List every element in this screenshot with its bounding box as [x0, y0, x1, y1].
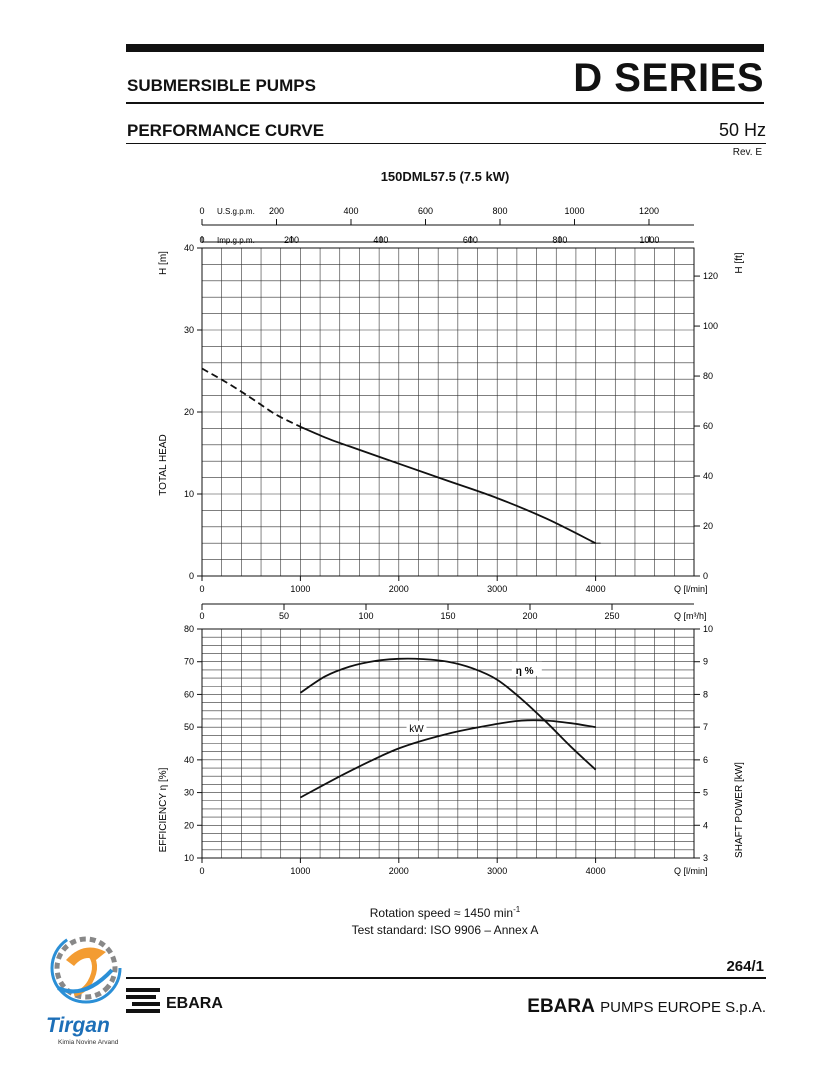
tick-label: 600: [417, 206, 434, 216]
tick-label: 400: [373, 235, 389, 245]
x-axis-label: Q [l/min]: [674, 866, 708, 876]
tick-label: 4000: [585, 584, 606, 594]
tick-label: 3000: [487, 866, 508, 876]
tick-label: 10: [703, 624, 714, 634]
category-title: SUBMERSIBLE PUMPS: [127, 76, 316, 95]
power-curve: [300, 720, 595, 797]
tick-label: 600: [462, 235, 478, 245]
tick-label: 50: [183, 722, 194, 733]
rotation-speed: [0, 905, 828, 920]
tick-label: 1000: [290, 866, 311, 876]
head-curve: [300, 427, 595, 543]
company-name: [527, 996, 766, 1018]
tick-label: 400: [343, 206, 359, 216]
tick-label: 120: [703, 271, 719, 282]
test-standard: Test standard: ISO 9906 – Annex A: [351, 923, 539, 937]
tick-label: 20: [183, 820, 194, 831]
frequency-label: 50 Hz: [718, 120, 766, 140]
tick-label: 2000: [388, 584, 409, 594]
ebara-logo: [126, 986, 236, 1023]
tick-label: 5: [703, 787, 709, 798]
rotation-sup: -1: [513, 905, 521, 914]
tick-label: 150: [440, 611, 456, 621]
tick-label: 0: [199, 866, 205, 876]
head-chart: [158, 206, 745, 594]
tick-label: 1000: [564, 206, 585, 216]
tick-label: 0: [199, 206, 205, 216]
tick-label: 800: [552, 235, 568, 245]
tick-label: 100: [358, 611, 374, 621]
tick-label: 20: [703, 521, 714, 532]
tick-label: 1200: [638, 206, 659, 216]
tirgan-sub: Kimia Novine Arvand: [58, 1039, 119, 1046]
tick-label: 80: [703, 371, 714, 382]
tirgan-logo: [44, 930, 134, 1055]
y-axis-label: EFFICIENCY η [%]: [158, 767, 169, 853]
power-curve-label: kW: [409, 723, 424, 735]
tick-label: 4: [703, 820, 709, 831]
tick-label: 3000: [487, 584, 508, 594]
tick-label: 40: [703, 471, 714, 482]
tick-label: 4000: [585, 866, 606, 876]
tick-label: 10: [183, 853, 194, 863]
axis-label: Q [m³/h]: [674, 611, 707, 621]
efficiency-curve-label: η %: [515, 665, 534, 677]
tick-label: 7: [703, 722, 709, 733]
section-title: PERFORMANCE CURVE: [127, 121, 325, 140]
tick-label: 40: [183, 243, 194, 253]
brand-rest: PUMPS EUROPE S.p.A.: [600, 999, 766, 1016]
tick-label: 6: [703, 754, 709, 765]
chart-title: 150DML57.5 (7.5 kW): [380, 169, 510, 184]
axis-label: Imp.g.p.m.: [217, 236, 255, 245]
tick-label: 200: [283, 235, 299, 245]
head-curve-dashed: [202, 369, 300, 427]
efficiency-power-chart: [158, 604, 745, 876]
tick-label: 1000: [639, 235, 660, 245]
tick-label: 1000: [290, 584, 311, 594]
tick-label: 0: [703, 571, 709, 581]
tick-label: 250: [604, 611, 620, 621]
tick-label: 10: [183, 489, 194, 499]
tick-label: 800: [492, 206, 508, 216]
tick-label: 9: [703, 656, 709, 667]
rotation-text: Rotation speed ≈ 1450 min: [369, 906, 514, 920]
x-axis-label: Q [l/min]: [674, 584, 708, 594]
tick-label: 100: [703, 321, 719, 332]
y-axis-label: H [ft]: [734, 252, 745, 274]
tick-label: 70: [183, 656, 194, 667]
y-axis-label: SHAFT POWER [kW]: [734, 762, 745, 858]
tirgan-text: Tirgan: [46, 1014, 110, 1037]
tick-label: 60: [183, 689, 194, 700]
tick-label: 200: [522, 611, 538, 621]
efficiency-curve: [300, 659, 595, 770]
series-title: D SERIES: [573, 56, 764, 100]
tick-label: 3: [703, 853, 709, 863]
page-number: 264/1: [726, 958, 764, 975]
tick-label: 50: [278, 611, 290, 621]
revision-label: Rev. E: [732, 147, 762, 158]
y-axis-label: H [m]: [158, 251, 169, 275]
divider: [126, 977, 766, 979]
y-axis-label: TOTAL HEAD: [158, 434, 169, 496]
tick-label: 60: [703, 421, 714, 432]
tick-label: 80: [183, 624, 194, 634]
tick-label: 200: [268, 206, 285, 216]
tick-label: 0: [188, 571, 194, 581]
axis-label: U.S.g.p.m.: [217, 207, 255, 216]
tick-label: 0: [199, 611, 205, 621]
tick-label: 2000: [388, 866, 409, 876]
tick-label: 30: [183, 325, 194, 335]
ebara-logo-text: EBARA: [166, 995, 223, 1012]
brand-bold: EBARA: [527, 996, 595, 1017]
tick-label: 8: [703, 689, 709, 700]
tick-label: 20: [183, 407, 194, 417]
tick-label: 0: [199, 584, 205, 594]
tick-label: 30: [183, 787, 194, 798]
tick-label: 0: [199, 235, 205, 245]
tick-label: 40: [183, 754, 194, 765]
